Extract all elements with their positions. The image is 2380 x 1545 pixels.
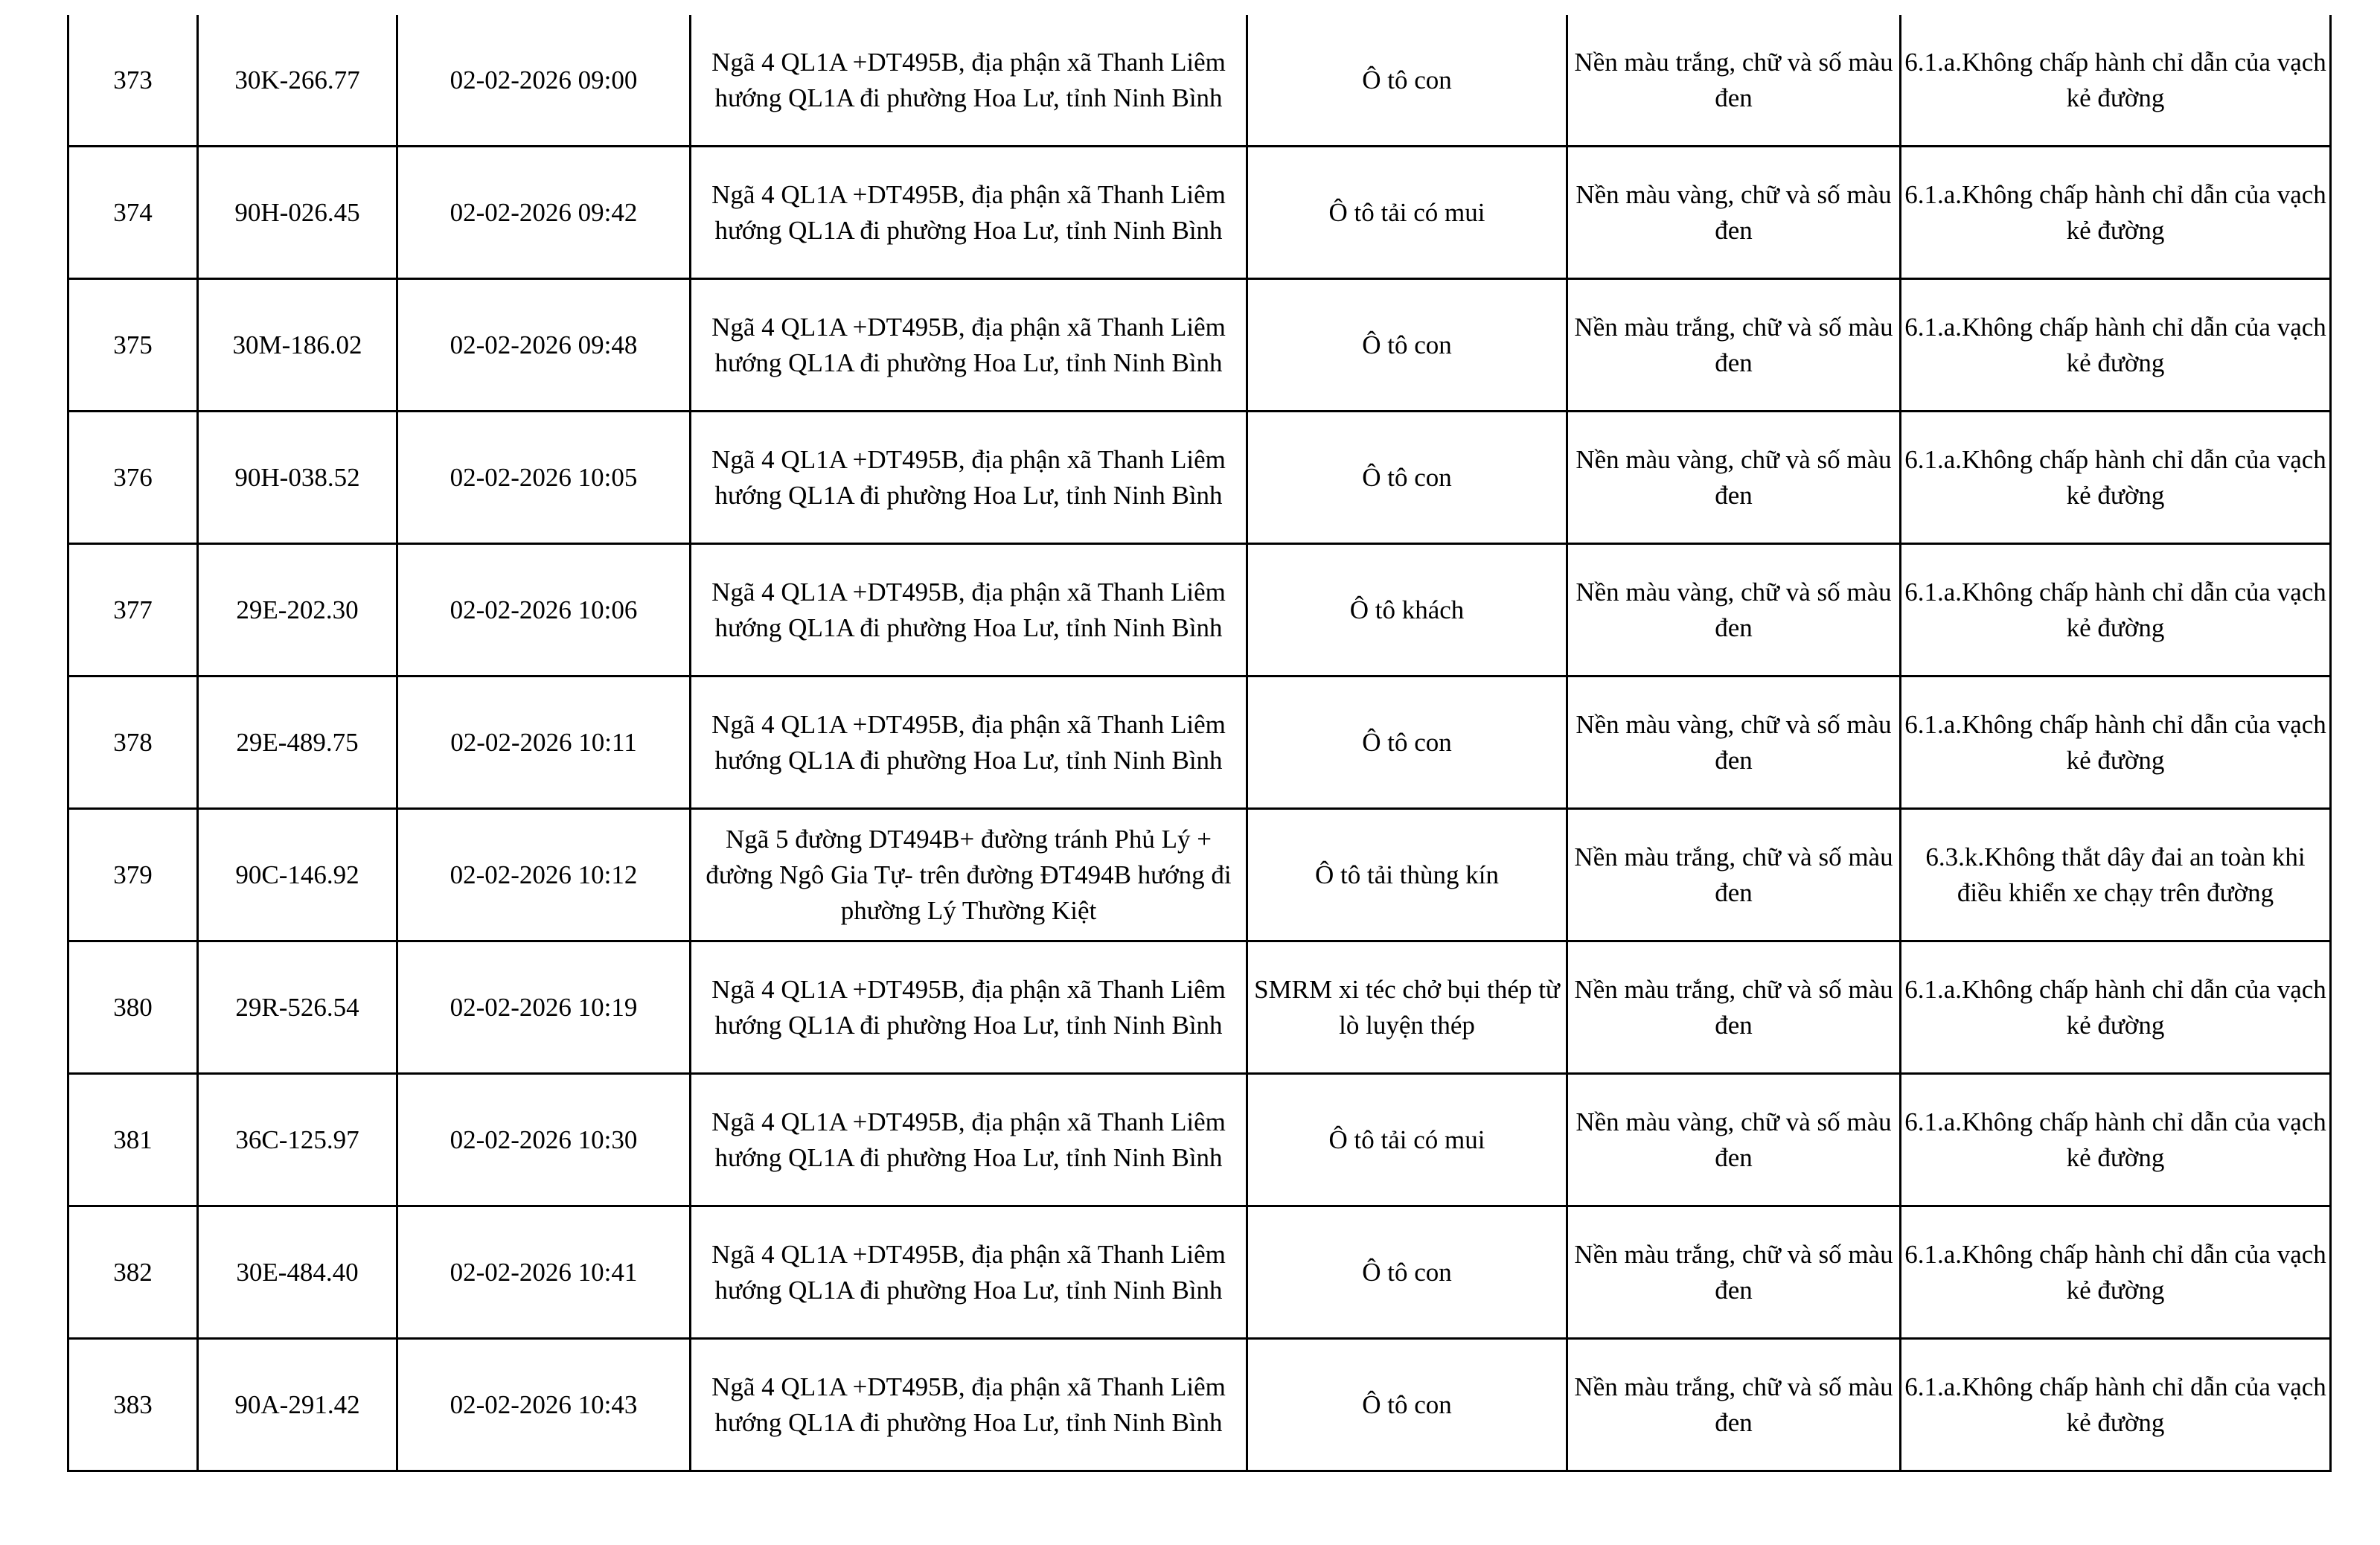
row-number-cell <box>68 809 198 941</box>
vehicle-type-cell-text: Ô tô con <box>1362 1257 1452 1287</box>
vehicle-type-cell-text: Ô tô con <box>1362 727 1452 757</box>
plate-color-cell <box>1567 412 1901 544</box>
vehicle-type-cell <box>1247 15 1567 147</box>
violation-time-cell-text: 02-02-2026 10:43 <box>450 1389 638 1419</box>
row-number-cell <box>68 676 198 809</box>
violation-time-cell <box>397 1339 691 1471</box>
row-number-cell-text: 375 <box>113 330 153 359</box>
violation-cell-text: 6.1.a.Không chấp hành chỉ dẫn của vạch kẻ đường <box>1904 1372 2326 1437</box>
vehicle-type-cell <box>1247 544 1567 676</box>
row-number-cell-text: 374 <box>113 197 153 227</box>
plate-color-cell-text: Nền màu vàng, chữ và số màu đen <box>1576 1107 1892 1172</box>
vehicle-type-cell-text: Ô tô tải thùng kín <box>1315 860 1499 889</box>
license-plate-cell <box>198 412 397 544</box>
violation-cell-text: 6.1.a.Không chấp hành chỉ dẫn của vạch kẻ đường <box>1904 1107 2326 1172</box>
table-row <box>68 147 2331 279</box>
violation-time-cell <box>397 676 691 809</box>
vehicle-type-cell-text: Ô tô tải có mui <box>1328 197 1485 227</box>
row-number-cell <box>68 1074 198 1206</box>
violation-cell <box>1901 1074 2331 1206</box>
violation-cell-text: 6.1.a.Không chấp hành chỉ dẫn của vạch kẻ đường <box>1904 974 2326 1040</box>
vehicle-type-cell-text: Ô tô con <box>1362 462 1452 492</box>
vehicle-type-cell-text: SMRM xi téc chở bụi thép từ lò luyện thép <box>1254 974 1560 1040</box>
license-plate-cell-text: 29R-526.54 <box>235 992 359 1022</box>
row-number-cell <box>68 147 198 279</box>
violation-cell <box>1901 412 2331 544</box>
plate-color-cell <box>1567 1206 1901 1339</box>
vehicle-type-cell <box>1247 1339 1567 1471</box>
license-plate-cell-text: 30K-266.77 <box>234 65 360 95</box>
location-cell-text: Ngã 5 đường DT494B+ đường tránh Phủ Lý + đường Ngô Gia Tự- trên đường ĐT494B hướng đi phường Lý Thường Kiệt <box>706 824 1232 925</box>
violation-time-cell-text: 02-02-2026 10:06 <box>450 595 638 624</box>
license-plate-cell <box>198 147 397 279</box>
license-plate-cell <box>198 15 397 147</box>
license-plate-cell-text: 30M-186.02 <box>232 330 362 359</box>
location-cell <box>691 412 1247 544</box>
vehicle-type-cell <box>1247 1206 1567 1339</box>
row-number-cell <box>68 1206 198 1339</box>
violation-cell <box>1901 809 2331 941</box>
location-cell <box>691 676 1247 809</box>
violation-time-cell <box>397 412 691 544</box>
license-plate-cell <box>198 1206 397 1339</box>
violation-cell-text: 6.1.a.Không chấp hành chỉ dẫn của vạch kẻ đường <box>1904 1239 2326 1305</box>
location-cell-text: Ngã 4 QL1A +DT495B, địa phận xã Thanh Liêm hướng QL1A đi phường Hoa Lư, tỉnh Ninh Bình <box>711 974 1226 1040</box>
plate-color-cell-text: Nền màu trắng, chữ và số màu đen <box>1574 842 1893 907</box>
table-body <box>68 15 2331 1471</box>
violation-time-cell-text: 02-02-2026 09:48 <box>450 330 638 359</box>
row-number-cell-text: 382 <box>113 1257 153 1287</box>
location-cell <box>691 1074 1247 1206</box>
location-cell-text: Ngã 4 QL1A +DT495B, địa phận xã Thanh Liêm hướng QL1A đi phường Hoa Lư, tỉnh Ninh Bình <box>711 1372 1226 1437</box>
violation-cell-text: 6.1.a.Không chấp hành chỉ dẫn của vạch kẻ đường <box>1904 709 2326 775</box>
violation-time-cell-text: 02-02-2026 09:42 <box>450 197 638 227</box>
license-plate-cell-text: 90H-038.52 <box>234 462 360 492</box>
plate-color-cell-text: Nền màu vàng, chữ và số màu đen <box>1576 444 1892 510</box>
violation-cell <box>1901 1339 2331 1471</box>
row-number-cell-text: 383 <box>113 1389 153 1419</box>
license-plate-cell <box>198 809 397 941</box>
violation-time-cell-text: 02-02-2026 10:30 <box>450 1125 638 1154</box>
plate-color-cell-text: Nền màu vàng, chữ và số màu đen <box>1576 577 1892 642</box>
location-cell-text: Ngã 4 QL1A +DT495B, địa phận xã Thanh Liêm hướng QL1A đi phường Hoa Lư, tỉnh Ninh Bình <box>711 312 1226 377</box>
plate-color-cell-text: Nền màu trắng, chữ và số màu đen <box>1574 312 1893 377</box>
location-cell <box>691 15 1247 147</box>
table-row <box>68 809 2331 941</box>
license-plate-cell <box>198 1074 397 1206</box>
plate-color-cell <box>1567 676 1901 809</box>
plate-color-cell <box>1567 544 1901 676</box>
table-row <box>68 1339 2331 1471</box>
table-row <box>68 544 2331 676</box>
violation-time-cell <box>397 147 691 279</box>
plate-color-cell <box>1567 15 1901 147</box>
violation-time-cell <box>397 544 691 676</box>
vehicle-type-cell <box>1247 676 1567 809</box>
vehicle-type-cell-text: Ô tô tải có mui <box>1328 1125 1485 1154</box>
location-cell-text: Ngã 4 QL1A +DT495B, địa phận xã Thanh Liêm hướng QL1A đi phường Hoa Lư, tỉnh Ninh Bình <box>711 179 1226 245</box>
license-plate-cell-text: 90H-026.45 <box>234 197 360 227</box>
license-plate-cell <box>198 1339 397 1471</box>
violation-time-cell-text: 02-02-2026 10:11 <box>450 727 637 757</box>
row-number-cell-text: 373 <box>113 65 153 95</box>
violation-cell <box>1901 941 2331 1074</box>
violation-cell <box>1901 15 2331 147</box>
row-number-cell <box>68 1339 198 1471</box>
location-cell-text: Ngã 4 QL1A +DT495B, địa phận xã Thanh Liêm hướng QL1A đi phường Hoa Lư, tỉnh Ninh Bình <box>711 1239 1226 1305</box>
license-plate-cell <box>198 544 397 676</box>
table-row <box>68 15 2331 147</box>
table-row <box>68 941 2331 1074</box>
location-cell-text: Ngã 4 QL1A +DT495B, địa phận xã Thanh Liêm hướng QL1A đi phường Hoa Lư, tỉnh Ninh Bình <box>711 444 1226 510</box>
table-row <box>68 412 2331 544</box>
violation-time-cell <box>397 279 691 412</box>
plate-color-cell <box>1567 147 1901 279</box>
vehicle-type-cell-text: Ô tô con <box>1362 65 1452 95</box>
location-cell <box>691 279 1247 412</box>
row-number-cell-text: 379 <box>113 860 153 889</box>
vehicle-type-cell <box>1247 1074 1567 1206</box>
row-number-cell <box>68 15 198 147</box>
violation-time-cell <box>397 15 691 147</box>
plate-color-cell <box>1567 941 1901 1074</box>
row-number-cell-text: 380 <box>113 992 153 1022</box>
location-cell <box>691 544 1247 676</box>
violation-time-cell-text: 02-02-2026 10:12 <box>450 860 638 889</box>
violation-cell-text: 6.1.a.Không chấp hành chỉ dẫn của vạch kẻ đường <box>1904 577 2326 642</box>
row-number-cell-text: 377 <box>113 595 153 624</box>
table-row <box>68 1074 2331 1206</box>
row-number-cell <box>68 412 198 544</box>
vehicle-type-cell-text: Ô tô con <box>1362 1389 1452 1419</box>
violation-time-cell-text: 02-02-2026 10:19 <box>450 992 638 1022</box>
violation-time-cell <box>397 809 691 941</box>
row-number-cell <box>68 941 198 1074</box>
location-cell-text: Ngã 4 QL1A +DT495B, địa phận xã Thanh Liêm hướng QL1A đi phường Hoa Lư, tỉnh Ninh Bình <box>711 577 1226 642</box>
violation-time-cell-text: 02-02-2026 10:41 <box>450 1257 638 1287</box>
violation-time-cell <box>397 1074 691 1206</box>
violation-cell <box>1901 279 2331 412</box>
violations-table <box>67 15 2332 1472</box>
license-plate-cell-text: 36C-125.97 <box>235 1125 359 1154</box>
violation-time-cell-text: 02-02-2026 10:05 <box>450 462 638 492</box>
location-cell <box>691 809 1247 941</box>
row-number-cell <box>68 279 198 412</box>
vehicle-type-cell <box>1247 412 1567 544</box>
table-row <box>68 676 2331 809</box>
violation-time-cell-text: 02-02-2026 09:00 <box>450 65 638 95</box>
location-cell-text: Ngã 4 QL1A +DT495B, địa phận xã Thanh Liêm hướng QL1A đi phường Hoa Lư, tỉnh Ninh Bình <box>711 1107 1226 1172</box>
vehicle-type-cell-text: Ô tô con <box>1362 330 1452 359</box>
plate-color-cell <box>1567 1074 1901 1206</box>
violation-time-cell <box>397 941 691 1074</box>
violation-cell-text: 6.1.a.Không chấp hành chỉ dẫn của vạch kẻ đường <box>1904 179 2326 245</box>
table-row <box>68 1206 2331 1339</box>
vehicle-type-cell <box>1247 941 1567 1074</box>
violation-cell <box>1901 544 2331 676</box>
violation-cell-text: 6.1.a.Không chấp hành chỉ dẫn của vạch kẻ đường <box>1904 444 2326 510</box>
row-number-cell <box>68 544 198 676</box>
vehicle-type-cell-text: Ô tô khách <box>1349 595 1465 624</box>
row-number-cell-text: 378 <box>113 727 153 757</box>
location-cell <box>691 1339 1247 1471</box>
plate-color-cell <box>1567 279 1901 412</box>
plate-color-cell <box>1567 809 1901 941</box>
plate-color-cell-text: Nền màu vàng, chữ và số màu đen <box>1576 179 1892 245</box>
violation-cell-text: 6.1.a.Không chấp hành chỉ dẫn của vạch kẻ đường <box>1904 312 2326 377</box>
license-plate-cell <box>198 676 397 809</box>
location-cell <box>691 1206 1247 1339</box>
row-number-cell-text: 381 <box>113 1125 153 1154</box>
license-plate-cell-text: 90C-146.92 <box>235 860 359 889</box>
license-plate-cell-text: 29E-202.30 <box>236 595 359 624</box>
location-cell <box>691 941 1247 1074</box>
violation-cell <box>1901 1206 2331 1339</box>
violation-cell-text: 6.3.k.Không thắt dây đai an toàn khi điều khiển xe chạy trên đường <box>1925 842 2306 907</box>
license-plate-cell-text: 29E-489.75 <box>236 727 359 757</box>
plate-color-cell-text: Nền màu trắng, chữ và số màu đen <box>1574 47 1893 112</box>
row-number-cell-text: 376 <box>113 462 153 492</box>
violation-cell <box>1901 147 2331 279</box>
plate-color-cell-text: Nền màu trắng, chữ và số màu đen <box>1574 1372 1893 1437</box>
location-cell <box>691 147 1247 279</box>
license-plate-cell-text: 90A-291.42 <box>234 1389 360 1419</box>
license-plate-cell <box>198 279 397 412</box>
vehicle-type-cell <box>1247 809 1567 941</box>
plate-color-cell-text: Nền màu vàng, chữ và số màu đen <box>1576 709 1892 775</box>
table-row <box>68 279 2331 412</box>
plate-color-cell-text: Nền màu trắng, chữ và số màu đen <box>1574 1239 1893 1305</box>
location-cell-text: Ngã 4 QL1A +DT495B, địa phận xã Thanh Liêm hướng QL1A đi phường Hoa Lư, tỉnh Ninh Bình <box>711 709 1226 775</box>
violation-cell-text: 6.1.a.Không chấp hành chỉ dẫn của vạch kẻ đường <box>1904 47 2326 112</box>
violation-time-cell <box>397 1206 691 1339</box>
plate-color-cell <box>1567 1339 1901 1471</box>
vehicle-type-cell <box>1247 279 1567 412</box>
violation-cell <box>1901 676 2331 809</box>
license-plate-cell-text: 30E-484.40 <box>236 1257 359 1287</box>
vehicle-type-cell <box>1247 147 1567 279</box>
plate-color-cell-text: Nền màu trắng, chữ và số màu đen <box>1574 974 1893 1040</box>
location-cell-text: Ngã 4 QL1A +DT495B, địa phận xã Thanh Liêm hướng QL1A đi phường Hoa Lư, tỉnh Ninh Bình <box>711 47 1226 112</box>
license-plate-cell <box>198 941 397 1074</box>
